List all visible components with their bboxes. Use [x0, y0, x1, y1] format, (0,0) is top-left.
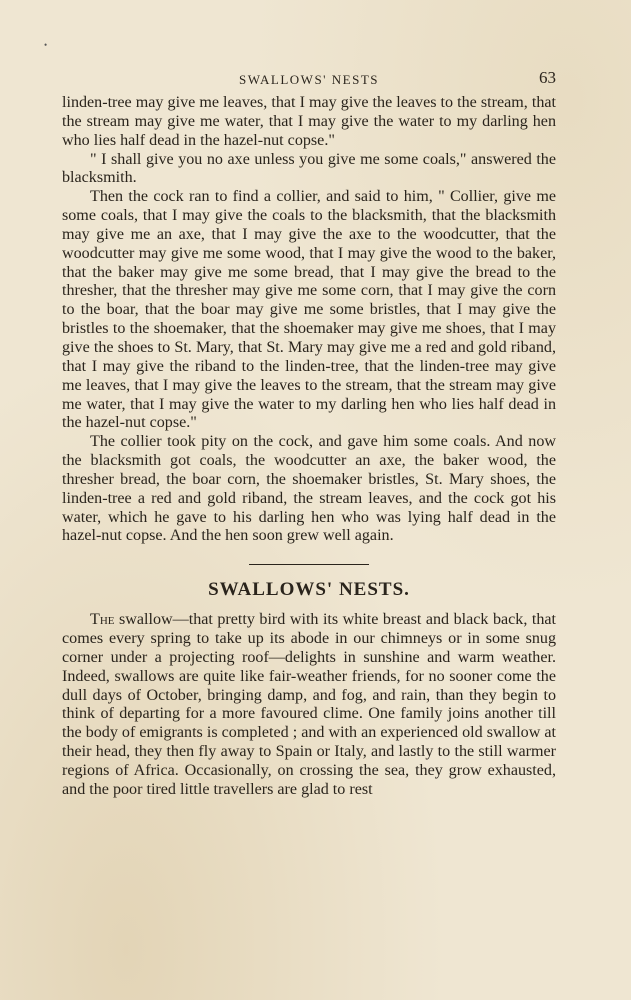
section-divider [249, 564, 369, 565]
margin-mark: • [44, 40, 48, 50]
paragraph-1: linden-tree may give me leaves, that I may give the leaves to the stream, that the stream may give me water, that I may give the water to my darling hen who lies half dead in the hazel-nut copse." [62, 94, 556, 149]
section-body: swallow—that pretty bird with its white breast and black back, that comes every spring to take up its abode in our chimneys or in some snug corner under a projecting roof—delights in sunshine and warm weather. Indeed, swallows are quite like fair-weather friends, for no sooner come the dull days of October, bringing damp, and fog, and rain, than they begin to think of departing for a more favoured clime. One family joins another till the body of emigrants is completed ; and with an experienced old swallow at their head, they then fly away to Spain or Italy, and lastly to the still warmer regions of Africa. Occasionally, on crossing the sea, they grow exhausted, and the poor tired little travellers are glad to rest [62, 611, 556, 798]
page-number: 63 [539, 68, 556, 87]
running-head: SWALLOWS' NESTS [238, 72, 380, 87]
paragraph-2: " I shall give you no axe unless you give me some coals," answered the blacksmith. [62, 150, 556, 187]
page-header [62, 66, 556, 94]
book-page [62, 66, 556, 800]
paragraph-3: Then the cock ran to find a collier, and said to him, " Collier, give me some coals, that I may give the coals to the blacksmith, that the blacksmith may give me an axe, that I may give the axe to the woodcutter, that the woodcutter may give me some wood, that I may give the wood to the baker, that the baker may give me some bread, that I may give the bread to the thresher, that the thresher may give me some corn, that I may give the corn to the boar, that the boar may give me some bristles, that I may give the bristles to the shoemaker, that the shoemaker may give me shoes, that I may give the shoes to St. Mary, that St. Mary may give me a red and gold riband, that I may give the riband to the linden-tree, that the linden-tree may give me leaves, that I may give the leaves to the stream, that the stream may give me water, that I may give the water to my darling hen who lies half dead in the hazel-nut copse." [62, 188, 556, 432]
section-paragraph [62, 611, 556, 799]
section-title: SWALLOWS' NESTS. [208, 579, 410, 601]
paragraph-4: The collier took pity on the cock, and gave him some coals. And now the blacksmith got coals, the woodcutter an axe, the baker wood, the thresher bread, the boar corn, the shoemaker bristles, St. Mary shoes, the linden-tree a red and gold riband, the stream leaves, and the cock got his water, which he gave to his darling hen who was lying half dead in the hazel-nut copse. And the hen soon grew well again. [62, 433, 556, 545]
section-first-word: The [90, 611, 115, 629]
